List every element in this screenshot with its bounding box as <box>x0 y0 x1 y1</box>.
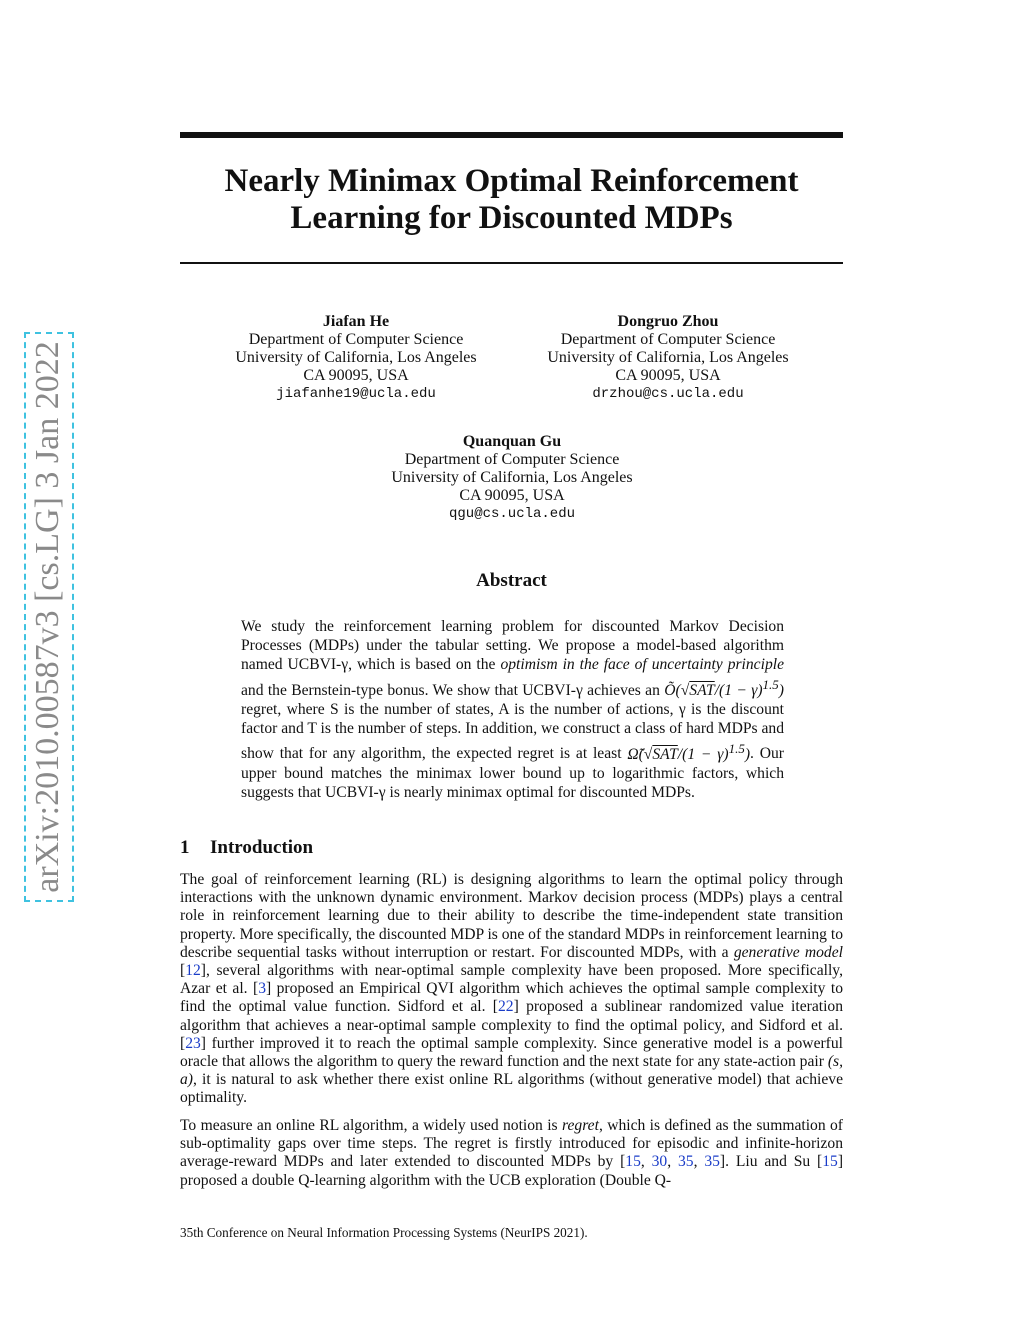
title-bottom-rule <box>180 262 843 264</box>
author-department: Department of Computer Science <box>248 331 464 348</box>
intro-paragraph: The goal of reinforcement learning (RL) is designing algorithms to learn the optimal policy through interactions with the unknown dynamic environment. Markov decision process (MDPs) plays a central role in reinforcement learning due to their ability to describe the time-independent state transition property. More specifically, the discounted MDP is one of the standard MDPs in reinforcement learning to describe sequential tasks without interruption or restart. For discounted MDPs, with a generative model [12], several algorithms with near-optimal sample complexity have been proposed. More specifically, Azar et al. [3] proposed an Empirical QVI algorithm which achieves the optimal sample complexity to find the optimal value function. Sidford et al. [22] proposed a sublinear randomized value iteration algorithm that achieves a near-optimal sample complexity to find the optimal policy, and Sidford et al. [23] further improved it to reach the optimal sample complexity. Since generative model is a powerful oracle that allows the algorithm to query the reward function and the next state for any state-action pair (s, a), it is natural to ask whether there exist online RL algorithms (without generative model) that achieve optimality. <box>180 871 844 1107</box>
author-name: Quanquan Gu <box>462 433 562 450</box>
author-email[interactable]: drzhou@cs.ucla.edu <box>592 386 744 402</box>
paper-title: Nearly Minimax Optimal Reinforcement Learning for Discounted MDPs <box>224 163 799 236</box>
citation-link[interactable]: 15 <box>822 1153 838 1171</box>
citation-link[interactable]: 35 <box>677 1153 694 1171</box>
lower-bound-expression: Ω̃(√SAT/(1 − γ)$^{1.5}$) <box>627 740 751 763</box>
author-address: CA 90095, USA <box>615 367 721 384</box>
author-university: University of California, Los Angeles <box>235 349 477 366</box>
citation-link[interactable]: 12 <box>185 962 201 980</box>
author-university: University of California, Los Angeles <box>547 349 789 366</box>
author-email[interactable]: qgu@cs.ucla.edu <box>448 506 576 522</box>
arxiv-identifier-stamp: arXiv:2010.00587v3 [cs.LG] 3 Jan 2022 <box>24 332 74 902</box>
intro-paragraph: To measure an online RL algorithm, a widely used notion is regret, which is defined as the summation of sub-optimality gaps over time steps. The regret is firstly introduced for episodic and infinite-horizon average-reward MDPs and later extended to discounted MDPs by [15, 30, 35, 35]. Liu and Su [15] proposed a double Q-learning algorithm with the UCB exploration (Double Q- <box>180 1117 844 1189</box>
citation-link[interactable]: 23 <box>185 1034 201 1052</box>
title-top-rule <box>180 132 843 138</box>
citation-link[interactable]: 30 <box>651 1153 668 1171</box>
citation-link[interactable]: 22 <box>498 998 514 1016</box>
author-block <box>200 313 512 403</box>
author-address: CA 90095, USA <box>459 487 565 504</box>
citation-link[interactable]: 35 <box>704 1153 720 1171</box>
author-name: Jiafan He <box>322 313 390 330</box>
abstract-heading: Abstract <box>476 570 547 591</box>
author-department: Department of Computer Science <box>404 451 620 468</box>
author-name: Dongruo Zhou <box>617 313 719 330</box>
abstract-text: We study the reinforcement learning problem for discounted Markov Decision Processes (MDPs) under the tabular setting. We propose a model-based algorithm named UCBVI-γ, which is based on the optimism in the face of uncertainty principle and the Bernstein-type bonus. We show that UCBVI-γ achieves an Õ(√SAT/(1 − γ)$^{1.5}$) regret, where S is the number of states, A is the number of actions, γ is the discount factor and T is the number of steps. In addition, we construct a class of hard MDPs and show that for any algorithm, the expected regret is at least Ω̃(√SAT/(1 − γ)$^{1.5}$). Our upper bound matches the minimax lower bound up to logarithmic factors, which suggests that UCBVI-γ is nearly minimax optimal for discounted MDPs. <box>241 618 784 801</box>
author-email[interactable]: jiafanhe19@ucla.edu <box>276 386 436 402</box>
author-block <box>512 313 824 403</box>
upper-bound-expression: Õ(√SAT/(1 − γ)$^{1.5}$) <box>664 676 784 699</box>
section-heading-introduction: 1 Introduction <box>180 837 314 858</box>
author-university: University of California, Los Angeles <box>391 469 633 486</box>
author-block <box>300 433 724 523</box>
author-address: CA 90095, USA <box>303 367 409 384</box>
author-department: Department of Computer Science <box>560 331 776 348</box>
citation-link[interactable]: 3 <box>258 980 266 998</box>
conference-footnote: 35th Conference on Neural Information Processing Systems (NeurIPS 2021). <box>180 1225 588 1240</box>
citation-link[interactable]: 15 <box>625 1153 641 1171</box>
